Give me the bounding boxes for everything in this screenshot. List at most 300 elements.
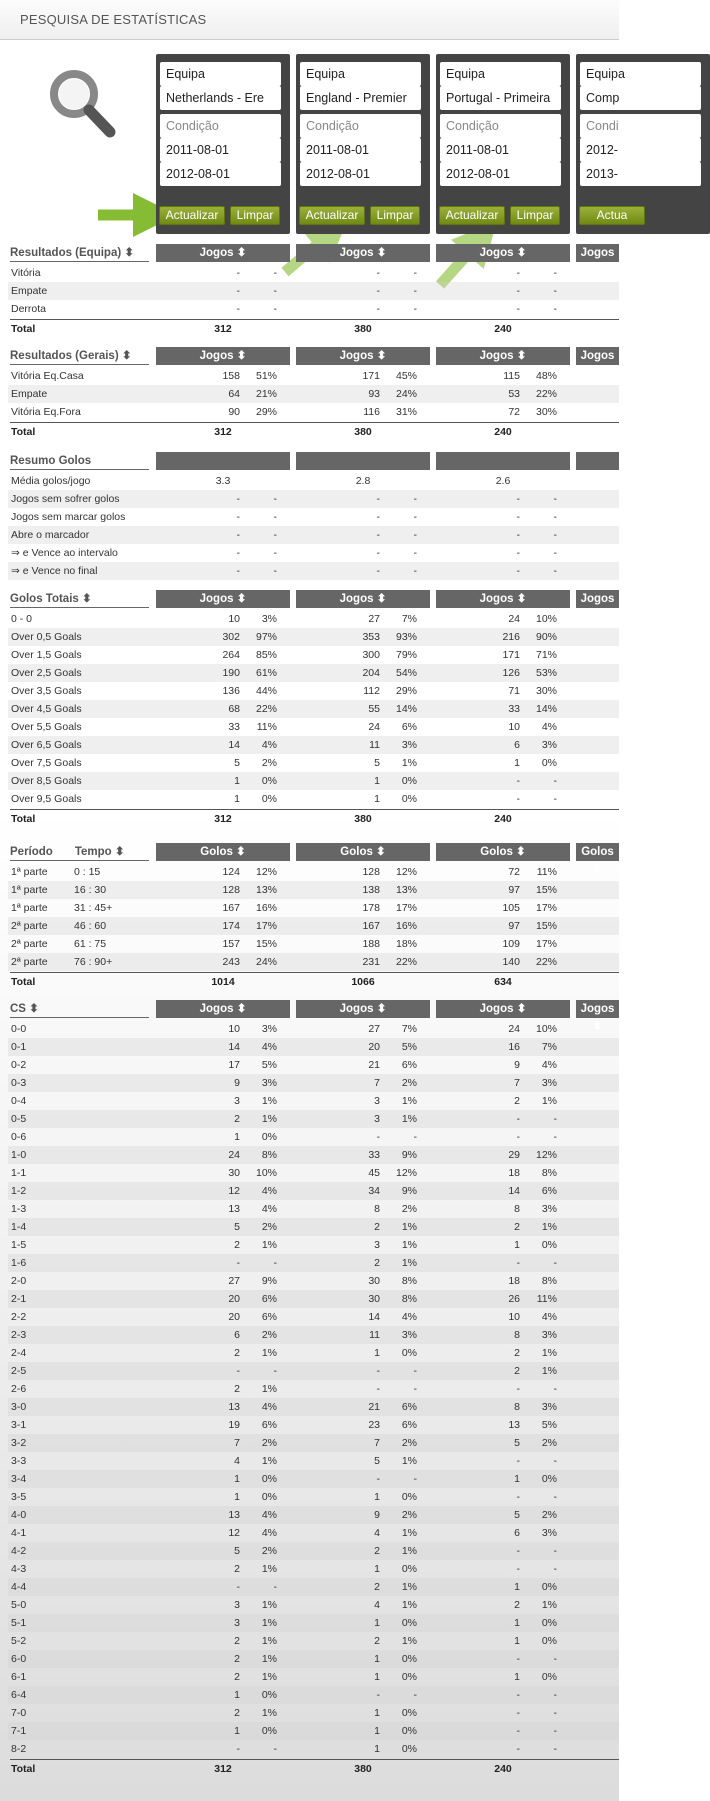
cell-count: 18 bbox=[508, 1275, 520, 1287]
row-label: Over 8,5 Goals bbox=[11, 775, 82, 787]
table-row bbox=[8, 718, 619, 736]
cell-count: 14 bbox=[228, 1041, 240, 1053]
column-header[interactable]: Jogos ⬍ bbox=[576, 590, 619, 608]
table-row bbox=[8, 1290, 619, 1308]
cell-percent: 14% bbox=[535, 703, 557, 715]
cell-count: 13 bbox=[228, 1401, 240, 1413]
column-header[interactable]: Jogos ⬍ bbox=[296, 590, 430, 608]
cell-count: - bbox=[236, 1743, 240, 1755]
cell-percent: - bbox=[553, 529, 557, 541]
table-row bbox=[8, 682, 619, 700]
cell-count: - bbox=[516, 775, 520, 787]
clear-button[interactable]: Limpar bbox=[510, 206, 560, 225]
total-label: Total bbox=[11, 426, 36, 438]
row-label: Empate bbox=[11, 388, 48, 400]
filter-team-field[interactable]: Equipa bbox=[300, 62, 421, 86]
cell-count: - bbox=[376, 285, 380, 297]
update-button[interactable]: Actualizar bbox=[439, 206, 505, 225]
cell-count: 1 bbox=[514, 1617, 520, 1629]
total-value: 240 bbox=[494, 813, 512, 825]
cell-percent: - bbox=[553, 1689, 557, 1701]
cell-percent: - bbox=[273, 511, 277, 523]
cell-percent: 16% bbox=[395, 920, 417, 932]
row-label: 2-2 bbox=[11, 1311, 27, 1323]
cell-percent: 11% bbox=[256, 721, 277, 733]
total-value: 240 bbox=[494, 323, 512, 335]
filter-league-field[interactable]: Comp bbox=[580, 86, 701, 110]
column-header[interactable]: Jogos ⬍ bbox=[296, 244, 430, 262]
cell-count: 4 bbox=[374, 1599, 380, 1611]
cell-count: - bbox=[516, 267, 520, 279]
cell-percent: 12% bbox=[395, 1167, 417, 1179]
cell-percent: 3% bbox=[401, 1329, 417, 1341]
filter-date-from-field[interactable]: 2012- bbox=[580, 138, 701, 162]
cell-count: 126 bbox=[502, 667, 520, 679]
column-header bbox=[436, 452, 570, 470]
cell-count: 6 bbox=[514, 1527, 520, 1539]
cell-count: 2 bbox=[234, 1653, 240, 1665]
cell-count: 140 bbox=[502, 956, 520, 968]
cell-percent: 2% bbox=[541, 1437, 557, 1449]
cell-count: 1 bbox=[374, 1491, 380, 1503]
table-row bbox=[8, 628, 619, 646]
column-header[interactable]: Jogos ⬍ bbox=[296, 1000, 430, 1018]
cell-percent: 1% bbox=[261, 1617, 277, 1629]
cell-percent: 1% bbox=[541, 1347, 557, 1359]
cell-percent: 1% bbox=[401, 1599, 417, 1611]
cell-count: 1 bbox=[234, 1473, 240, 1485]
cell-count: 1 bbox=[234, 1689, 240, 1701]
cell-count: 157 bbox=[222, 938, 240, 950]
column-header[interactable]: Jogos ⬍ bbox=[156, 347, 290, 365]
cell-count: 4 bbox=[374, 1527, 380, 1539]
total-value: 380 bbox=[354, 1763, 372, 1775]
cell-percent: 10% bbox=[535, 1023, 557, 1035]
total-value: 312 bbox=[214, 813, 232, 825]
cell-percent: - bbox=[273, 285, 277, 297]
cell-percent: 4% bbox=[261, 1185, 277, 1197]
cell-percent: 5% bbox=[401, 1041, 417, 1053]
table-row bbox=[8, 472, 619, 490]
cell-percent: 2% bbox=[401, 1437, 417, 1449]
row-label: Over 7,5 Goals bbox=[11, 757, 82, 769]
cell-count: - bbox=[236, 303, 240, 315]
filter-panel bbox=[576, 54, 710, 234]
column-header[interactable]: Jogos ⬍ bbox=[436, 590, 570, 608]
cell-count: 14 bbox=[508, 1185, 520, 1197]
table-row bbox=[8, 1452, 619, 1470]
cell-count: 24 bbox=[368, 721, 380, 733]
total-value: 380 bbox=[354, 813, 372, 825]
cell-count: 5 bbox=[374, 1455, 380, 1467]
cell-count: 1 bbox=[514, 1473, 520, 1485]
filter-date-to-field[interactable]: 2012-08-01 bbox=[440, 162, 561, 186]
cell-count: 136 bbox=[222, 685, 240, 697]
section-header bbox=[10, 590, 149, 608]
row-label-time: 16 : 30 bbox=[74, 884, 107, 896]
table-row bbox=[8, 1650, 619, 1668]
cell-count: 8 bbox=[514, 1329, 520, 1341]
table-row bbox=[8, 1578, 619, 1596]
cell-percent: - bbox=[413, 1689, 417, 1701]
column-header[interactable]: Jogos ⬍ bbox=[576, 1000, 619, 1018]
table-row bbox=[8, 1272, 619, 1290]
total-value: 380 bbox=[354, 426, 372, 438]
row-label-time: 76 : 90+ bbox=[74, 956, 113, 968]
cell-percent: 0% bbox=[541, 1581, 557, 1593]
row-label: 1-0 bbox=[11, 1149, 27, 1161]
cell-percent: 1% bbox=[401, 1455, 417, 1467]
cell-count: - bbox=[516, 547, 520, 559]
cell-count: - bbox=[376, 1473, 380, 1485]
cell-percent: 1% bbox=[261, 1347, 277, 1359]
cell-count: 6 bbox=[514, 739, 520, 751]
cell-percent: - bbox=[413, 547, 417, 559]
column-header[interactable]: Jogos ⬍ bbox=[296, 347, 430, 365]
total-row bbox=[8, 320, 619, 338]
row-label: 6-1 bbox=[11, 1671, 27, 1683]
cell-percent: 30% bbox=[535, 685, 557, 697]
row-label: 2-0 bbox=[11, 1275, 27, 1287]
cell-count: 5 bbox=[514, 1437, 520, 1449]
row-label: Média golos/jogo bbox=[11, 475, 91, 487]
cell-percent: 3% bbox=[541, 1203, 557, 1215]
row-label: 8-2 bbox=[11, 1743, 27, 1755]
column-header[interactable]: Jogos ⬍ bbox=[436, 347, 570, 365]
cell-percent: 1% bbox=[401, 1239, 417, 1251]
filter-date-from-field[interactable]: 2011-08-01 bbox=[440, 138, 561, 162]
table-row bbox=[8, 610, 619, 628]
cell-count: 2 bbox=[234, 1635, 240, 1647]
cell-percent: 15% bbox=[535, 920, 557, 932]
cell-count: 1 bbox=[374, 1617, 380, 1629]
column-header[interactable]: Golos ⬍ bbox=[156, 843, 290, 861]
cell-count: 1 bbox=[514, 1239, 520, 1251]
column-header[interactable]: Jogos ⬍ bbox=[436, 1000, 570, 1018]
clear-button[interactable]: Limpar bbox=[230, 206, 280, 225]
cell-percent: 22% bbox=[255, 703, 277, 715]
row-label: 2ª parte bbox=[11, 920, 48, 932]
table-row bbox=[8, 1182, 619, 1200]
cell-percent: 17% bbox=[395, 902, 417, 914]
filter-date-to-field[interactable]: 2013- bbox=[580, 162, 701, 186]
column-header[interactable]: Jogos ⬍ bbox=[576, 244, 619, 262]
filter-league-field[interactable]: England - Premier bbox=[300, 86, 421, 110]
table-row bbox=[8, 526, 619, 544]
cell-percent: - bbox=[413, 1383, 417, 1395]
cell-count: 10 bbox=[508, 1311, 520, 1323]
clear-button[interactable]: Limpar bbox=[370, 206, 420, 225]
cell-count: - bbox=[236, 493, 240, 505]
section-title[interactable]: Resultados (Equipa) ⬍ bbox=[10, 247, 135, 259]
cell-count: 34 bbox=[368, 1185, 380, 1197]
cell-percent: 6% bbox=[401, 1059, 417, 1071]
cell-count: 11 bbox=[369, 739, 380, 751]
cell-count: - bbox=[516, 1725, 520, 1737]
table-row bbox=[8, 1686, 619, 1704]
cell-percent: 22% bbox=[535, 388, 557, 400]
cell-percent: - bbox=[273, 1743, 277, 1755]
cell-percent: 53% bbox=[535, 667, 557, 679]
table-row bbox=[8, 1524, 619, 1542]
filter-condition-field[interactable]: Condi bbox=[580, 114, 701, 138]
cell-percent: 90% bbox=[535, 631, 557, 643]
cell-percent: 0% bbox=[401, 1563, 417, 1575]
filter-league-field[interactable]: Netherlands - Ere bbox=[160, 86, 281, 110]
cell-count: 19 bbox=[228, 1419, 240, 1431]
row-label: Over 4,5 Goals bbox=[11, 703, 82, 715]
row-label: 4-3 bbox=[11, 1563, 27, 1575]
filter-date-to-field[interactable]: 2012-08-01 bbox=[160, 162, 281, 186]
filter-date-to-field[interactable]: 2012-08-01 bbox=[300, 162, 421, 186]
section-title[interactable]: Resultados (Gerais) ⬍ bbox=[10, 350, 132, 362]
section-header bbox=[10, 452, 149, 470]
filter-panel bbox=[156, 54, 290, 234]
table-row bbox=[8, 1416, 619, 1434]
column-header[interactable]: Golos ⬍ bbox=[296, 843, 430, 861]
cell-percent: 18% bbox=[395, 938, 417, 950]
cell-percent: 8% bbox=[541, 1275, 557, 1287]
total-value: 240 bbox=[494, 426, 512, 438]
cell-percent: 1% bbox=[541, 1095, 557, 1107]
cell-count: 1 bbox=[374, 1743, 380, 1755]
cell-count: 16 bbox=[508, 1041, 520, 1053]
cell-count: 93 bbox=[368, 388, 380, 400]
cell-count: 1 bbox=[374, 1671, 380, 1683]
filter-date-from-field[interactable]: 2011-08-01 bbox=[300, 138, 421, 162]
cell-percent: 0% bbox=[541, 1617, 557, 1629]
cell-percent: 3% bbox=[541, 1401, 557, 1413]
cell-count: 124 bbox=[222, 866, 240, 878]
row-label: Abre o marcador bbox=[11, 529, 90, 541]
cell-count: 1 bbox=[374, 1707, 380, 1719]
cell-count: 23 bbox=[368, 1419, 380, 1431]
title-bar bbox=[0, 0, 619, 40]
cell-percent: - bbox=[413, 1365, 417, 1377]
section-header bbox=[10, 244, 149, 262]
cell-percent: 4% bbox=[261, 1527, 277, 1539]
cell-count: 2 bbox=[514, 1347, 520, 1359]
cell-percent: 8% bbox=[541, 1167, 557, 1179]
cell-count: - bbox=[516, 1707, 520, 1719]
cell-percent: 1% bbox=[541, 1221, 557, 1233]
filter-team-field[interactable]: Equipa bbox=[440, 62, 561, 86]
cell-percent: 44% bbox=[255, 685, 277, 697]
total-label: Total bbox=[11, 813, 36, 825]
total-value: 1014 bbox=[211, 976, 235, 988]
cell-percent: 1% bbox=[261, 1707, 277, 1719]
table-row bbox=[8, 282, 619, 300]
row-label: 1-2 bbox=[11, 1185, 27, 1197]
filter-team-field[interactable]: Equipa bbox=[580, 62, 701, 86]
row-label: 1-1 bbox=[11, 1167, 27, 1179]
cell-count: 33 bbox=[508, 703, 520, 715]
table-row bbox=[8, 403, 619, 421]
cell-count: 264 bbox=[222, 649, 240, 661]
cell-percent: - bbox=[553, 565, 557, 577]
cell-percent: - bbox=[553, 1131, 557, 1143]
cell-count: - bbox=[376, 1383, 380, 1395]
row-label: Over 0,5 Goals bbox=[11, 631, 82, 643]
table-row bbox=[8, 1740, 619, 1758]
table-row bbox=[8, 664, 619, 682]
cell-percent: 12% bbox=[255, 866, 277, 878]
cell-percent: 0% bbox=[261, 1131, 277, 1143]
cell-percent: 2% bbox=[401, 1077, 417, 1089]
cell-count: 1 bbox=[514, 757, 520, 769]
cell-count: 45 bbox=[368, 1167, 380, 1179]
cell-count: 9 bbox=[234, 1077, 240, 1089]
cell-count: 3 bbox=[234, 1617, 240, 1629]
cell-percent: 3% bbox=[541, 739, 557, 751]
cell-count: 116 bbox=[363, 406, 380, 418]
filter-condition-field[interactable]: Condição bbox=[300, 114, 421, 138]
cell-percent: 17% bbox=[535, 938, 557, 950]
cell-count: 5 bbox=[234, 757, 240, 769]
cell-count: 3 bbox=[374, 1095, 380, 1107]
cell-percent: 12% bbox=[535, 1149, 557, 1161]
column-header[interactable]: Jogos ⬍ bbox=[156, 590, 290, 608]
column-header[interactable]: Jogos ⬍ bbox=[156, 1000, 290, 1018]
cell-percent: 30% bbox=[535, 406, 557, 418]
cell-count: 300 bbox=[362, 649, 380, 661]
cell-count: 2 bbox=[374, 1581, 380, 1593]
update-button[interactable]: Actualizar bbox=[159, 206, 225, 225]
update-button[interactable]: Actualizar bbox=[299, 206, 365, 225]
table-row bbox=[8, 1542, 619, 1560]
cell-percent: - bbox=[553, 1455, 557, 1467]
cell-count: - bbox=[236, 285, 240, 297]
cell-count: - bbox=[376, 547, 380, 559]
cell-percent: - bbox=[553, 1257, 557, 1269]
cell-count: 18 bbox=[508, 1167, 520, 1179]
row-label: Over 5,5 Goals bbox=[11, 721, 82, 733]
column-header[interactable]: Jogos ⬍ bbox=[576, 347, 619, 365]
cell-percent: 2% bbox=[261, 757, 277, 769]
column-header[interactable]: Golos ⬍ bbox=[576, 843, 619, 861]
cell-percent: 0% bbox=[401, 775, 417, 787]
cell-percent: 51% bbox=[255, 370, 277, 382]
row-label: 5-1 bbox=[11, 1617, 27, 1629]
row-label: 4-2 bbox=[11, 1545, 27, 1557]
cell-count: 243 bbox=[222, 956, 240, 968]
row-label: Over 3,5 Goals bbox=[11, 685, 82, 697]
row-label: Jogos sem sofrer golos bbox=[11, 493, 120, 505]
cell-percent: 0% bbox=[541, 1635, 557, 1647]
row-label: 1ª parte bbox=[11, 902, 48, 914]
row-label: Over 6,5 Goals bbox=[11, 739, 82, 751]
cell-percent: 0% bbox=[401, 1653, 417, 1665]
filter-league-field[interactable]: Portugal - Primeira bbox=[440, 86, 561, 110]
cell-count: 1 bbox=[374, 1725, 380, 1737]
column-header[interactable]: Jogos ⬍ bbox=[436, 244, 570, 262]
cell-count: - bbox=[516, 529, 520, 541]
cell-percent: 1% bbox=[401, 1113, 417, 1125]
cell-count: 72 bbox=[508, 406, 520, 418]
table-row bbox=[8, 700, 619, 718]
filter-condition-field[interactable]: Condição bbox=[440, 114, 561, 138]
cell-count: 3 bbox=[374, 1239, 380, 1251]
row-label: 3-1 bbox=[11, 1419, 27, 1431]
row-label: 2-5 bbox=[11, 1365, 27, 1377]
filter-date-from-field[interactable]: 2011-08-01 bbox=[160, 138, 281, 162]
cell-percent: 2% bbox=[401, 1203, 417, 1215]
filter-condition-field[interactable]: Condição bbox=[160, 114, 281, 138]
table-row bbox=[8, 863, 619, 881]
table-row bbox=[8, 1614, 619, 1632]
cell-percent: - bbox=[413, 303, 417, 315]
cell-percent: 10% bbox=[255, 1167, 277, 1179]
cell-percent: - bbox=[553, 511, 557, 523]
cell-percent: 29% bbox=[255, 406, 277, 418]
cell-count: 302 bbox=[222, 631, 240, 643]
row-label: 5-0 bbox=[11, 1599, 27, 1611]
cell-percent: 24% bbox=[395, 388, 417, 400]
section-title-secondary[interactable]: Tempo ⬍ bbox=[74, 846, 125, 858]
cell-count: - bbox=[516, 511, 520, 523]
cell-percent: 1% bbox=[401, 1527, 417, 1539]
cell-percent: - bbox=[553, 285, 557, 297]
row-label: 1ª parte bbox=[11, 866, 48, 878]
row-label: 4-1 bbox=[11, 1527, 27, 1539]
cell-count: 30 bbox=[368, 1275, 380, 1287]
cell-percent: 13% bbox=[255, 884, 277, 896]
cell-percent: 1% bbox=[261, 1671, 277, 1683]
row-label: 5-2 bbox=[11, 1635, 27, 1647]
column-header bbox=[576, 452, 619, 470]
column-header[interactable]: Golos ⬍ bbox=[436, 843, 570, 861]
cell-percent: 79% bbox=[395, 649, 417, 661]
cell-percent: 22% bbox=[535, 956, 557, 968]
cell-percent: - bbox=[273, 1257, 277, 1269]
cell-percent: 2% bbox=[261, 1437, 277, 1449]
cell-percent: 3% bbox=[261, 1023, 277, 1035]
cell-percent: 14% bbox=[395, 703, 417, 715]
total-row bbox=[8, 1760, 619, 1778]
cell-percent: - bbox=[273, 529, 277, 541]
table-row bbox=[8, 772, 619, 790]
section-title[interactable]: Golos Totais ⬍ bbox=[10, 593, 92, 605]
cell-count: 171 bbox=[502, 649, 520, 661]
table-row bbox=[8, 1722, 619, 1740]
cell-value: 2.8 bbox=[355, 475, 371, 487]
section-title[interactable]: CS ⬍ bbox=[10, 1003, 39, 1015]
row-label: 0 - 0 bbox=[11, 613, 33, 625]
cell-count: 12 bbox=[228, 1185, 240, 1197]
row-label: 7-1 bbox=[11, 1725, 27, 1737]
update-button[interactable]: Actua bbox=[579, 206, 645, 225]
cell-percent: - bbox=[553, 1545, 557, 1557]
cell-percent: 3% bbox=[541, 1077, 557, 1089]
table-row bbox=[8, 385, 619, 403]
cell-count: 7 bbox=[514, 1077, 520, 1089]
cell-count: 29 bbox=[508, 1149, 520, 1161]
cell-count: - bbox=[236, 1257, 240, 1269]
column-header[interactable]: Jogos ⬍ bbox=[156, 244, 290, 262]
total-value: 312 bbox=[214, 426, 232, 438]
cell-percent: - bbox=[553, 1491, 557, 1503]
cell-count: 33 bbox=[228, 721, 240, 733]
cell-count: 71 bbox=[508, 685, 520, 697]
cell-count: 10 bbox=[228, 613, 240, 625]
table-row bbox=[8, 1092, 619, 1110]
cell-percent: 0% bbox=[401, 1743, 417, 1755]
cell-percent: 16% bbox=[255, 902, 277, 914]
filter-team-field[interactable]: Equipa bbox=[160, 62, 281, 86]
cell-percent: - bbox=[413, 267, 417, 279]
cell-count: - bbox=[376, 1131, 380, 1143]
row-label: 3-5 bbox=[11, 1491, 27, 1503]
